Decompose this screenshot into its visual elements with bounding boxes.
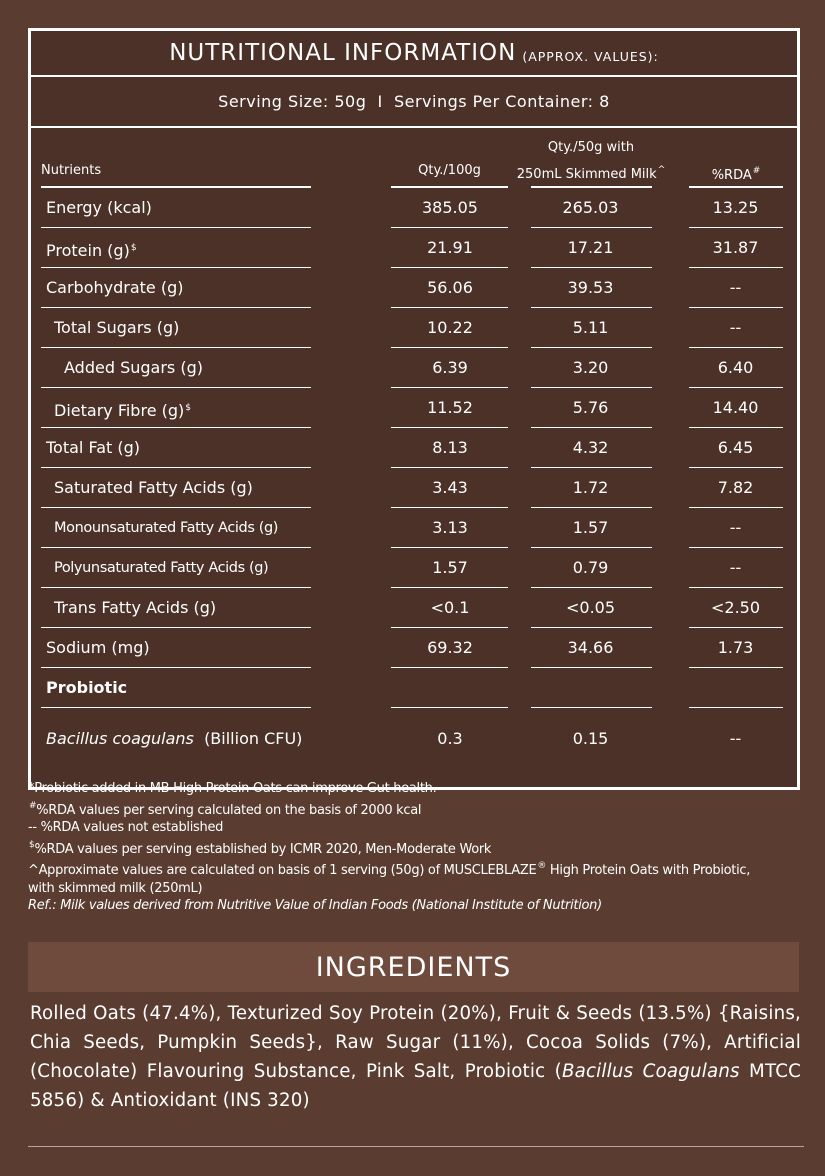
qty-100g: 1.57	[432, 558, 468, 577]
footnote: with skimmed milk (250mL)	[28, 880, 203, 896]
qty-100g: 11.52	[427, 398, 473, 417]
nutrient-name: Bacillus coagulans (Billion CFU)	[46, 729, 303, 748]
table-row	[31, 388, 797, 428]
rda-value: --	[729, 518, 742, 537]
qty-50g-milk: 5.11	[572, 318, 609, 337]
nutrient-name: Protein (g)$	[46, 241, 137, 260]
qty-100g: 10.22	[427, 318, 473, 337]
qty-50g-milk: <0.05	[565, 598, 616, 617]
nutrient-name: Polyunsaturated Fatty Acids (g)	[54, 560, 269, 576]
nutrient-name: Added Sugars (g)	[64, 358, 203, 377]
header-qty-50g-sup: ^	[657, 165, 666, 175]
rda-value: 13.25	[712, 198, 759, 217]
nutrient-name: Trans Fatty Acids (g)	[54, 598, 217, 617]
qty-100g: 21.91	[427, 238, 473, 257]
rda-value: 1.73	[717, 638, 754, 657]
rda-value: 6.45	[717, 438, 754, 457]
footnote: -- %RDA values not established	[28, 820, 224, 835]
rda-value: 14.40	[712, 398, 759, 417]
row-rule	[689, 707, 783, 709]
header-rda-sup: #	[752, 166, 761, 176]
rda-value: --	[729, 558, 742, 577]
table-row	[31, 348, 797, 388]
footnote: $%RDA values per serving established by ICMR 2020, Men-Moderate Work	[29, 839, 492, 857]
table-row	[31, 428, 797, 468]
nutrient-name: Dietary Fibre (g)$	[54, 401, 191, 420]
qty-50g-milk: 17.21	[567, 238, 614, 257]
rda-value: 31.87	[712, 238, 759, 257]
rda-value: --	[729, 318, 742, 337]
qty-50g-milk: 34.66	[567, 638, 614, 657]
table-row	[31, 588, 797, 628]
qty-100g: 8.13	[432, 438, 468, 457]
serving-info: Serving Size: 50g I Servings Per Container: 8	[31, 77, 797, 128]
ingredients-heading: INGREDIENTS	[28, 942, 799, 992]
header-rda-label: %RDA	[711, 168, 752, 183]
header-rda	[689, 160, 783, 187]
qty-100g: 3.43	[432, 478, 468, 497]
qty-50g-milk: 265.03	[562, 198, 619, 217]
qty-50g-milk: 0.79	[572, 558, 609, 577]
table-row	[31, 188, 797, 228]
qty-100g: 56.06	[427, 278, 473, 297]
bottom-divider	[28, 1146, 804, 1147]
reference-note: Ref.: Milk values derived from Nutritive Value of Indian Foods (National Institute of Nutrition)	[28, 898, 602, 913]
table-row	[31, 719, 797, 759]
title-sub: (APPROX. VALUES):	[522, 48, 659, 64]
nutrition-title	[31, 31, 797, 77]
header-qty-50g-line2: 250mL Skimmed Milk	[516, 167, 657, 182]
nutrient-name: Carbohydrate (g)	[46, 278, 184, 297]
header-qty-50g-line1: Qty./50g with	[547, 140, 635, 155]
qty-50g-milk: 5.76	[572, 398, 609, 417]
nutrient-name: Sodium (mg)	[46, 638, 150, 657]
row-rule	[531, 707, 652, 709]
rda-value: --	[729, 278, 742, 297]
qty-50g-milk: 3.20	[572, 358, 609, 377]
footnote: *Probiotic added in MB High Protein Oats can improve Gut health.	[28, 781, 437, 796]
row-rule	[41, 707, 311, 709]
header-nutrients: Nutrients	[41, 163, 102, 178]
qty-50g-milk: 39.53	[567, 278, 614, 297]
title-main: NUTRITIONAL INFORMATION	[169, 40, 517, 66]
qty-100g: <0.1	[430, 598, 470, 617]
nutrient-name: Probiotic	[46, 678, 128, 697]
table-row	[31, 508, 797, 548]
nutrient-name: Saturated Fatty Acids (g)	[54, 478, 253, 497]
header-qty-50g-milk	[501, 137, 681, 186]
qty-100g: 3.13	[432, 518, 468, 537]
table-row	[31, 308, 797, 348]
row-rule	[391, 707, 508, 709]
qty-100g: 6.39	[432, 358, 468, 377]
rda-value: <2.50	[710, 598, 761, 617]
qty-100g: 0.3	[437, 729, 463, 748]
qty-50g-milk: 1.57	[572, 518, 609, 537]
qty-50g-milk: 4.32	[572, 438, 609, 457]
footnote: ^Approximate values are calculated on basis of 1 serving (50g) of MUSCLEBLAZE® High Protein Oats with Probiotic,	[28, 861, 751, 878]
nutrient-name: Monounsaturated Fatty Acids (g)	[54, 520, 279, 536]
footnotes	[28, 780, 813, 915]
header-qty-100g: Qty./100g	[418, 163, 481, 178]
qty-100g: 69.32	[427, 638, 473, 657]
rda-value: --	[729, 729, 742, 748]
table-row	[31, 268, 797, 308]
qty-100g: 385.05	[422, 198, 478, 217]
ingredients-text: Rolled Oats (47.4%), Texturized Soy Protein (20%), Fruit & Seeds (13.5%) {Raisins, Chia Seeds, Pumpkin Seeds}, Raw Sugar (11%), Cocoa Solids (7%), Artificial (Chocolate) Flavouring Substance, Pink Salt, Probiotic (Bacillus Coagulans MTCC 5856) & Antioxidant (INS 320)	[30, 1003, 801, 1111]
table-row	[31, 628, 797, 668]
table-row	[31, 468, 797, 508]
footnote: #%RDA values per serving calculated on the basis of 2000 kcal	[29, 800, 422, 818]
qty-50g-milk: 1.72	[572, 478, 609, 497]
rda-value: 6.40	[717, 358, 754, 377]
table-row	[31, 548, 797, 588]
nutrition-panel	[28, 28, 800, 790]
nutrient-name: Total Sugars (g)	[54, 318, 180, 337]
rda-value: 7.82	[717, 478, 754, 497]
table-row	[31, 668, 797, 708]
nutrient-name: Energy (kcal)	[46, 198, 152, 217]
qty-50g-milk: 0.15	[572, 729, 609, 748]
nutrient-name: Total Fat (g)	[46, 438, 140, 457]
table-row	[31, 228, 797, 268]
